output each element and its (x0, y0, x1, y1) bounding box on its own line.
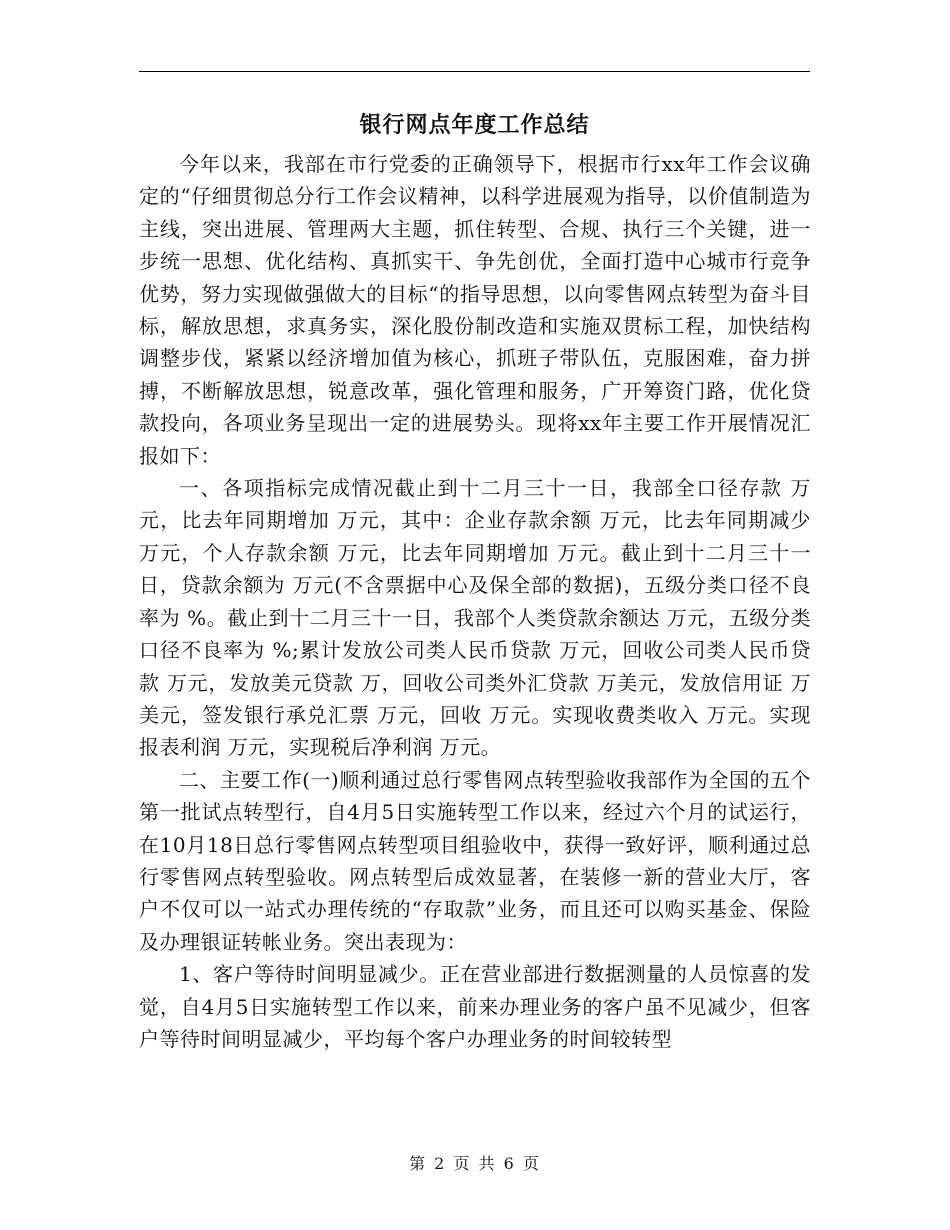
page-number-footer: 第 2 页 共 6 页 (409, 1154, 541, 1173)
document-title: 银行网点年度工作总结 (359, 112, 590, 138)
paragraph-intro: 今年以来，我部在市行党委的正确领导下，根据市行xx年工作会议确定的“仔细贯彻总分行工作会议精神，以科学进展观为指导，以价值制造为主线，突出进展、管理两大主题，抓住转型、合规、执行三个关键，进一步统一思想、优化结构、真抓实干、争先创优，全面打造中心城市行竞争优势，努力实现做强做大的目标“的指导思想，以向零售网点转型为奋斗目标，解放思想，求真务实，深化股份制改造和实施双贯标工程，加快结构调整步伐，紧紧以经济增加值为核心，抓班子带队伍，克服困难，奋力拼搏，不断解放思想，锐意改革，强化管理和服务，广开筹资门路，优化贷款投向，各项业务呈现出一定的进展势头。现将xx年主要工作开展情况汇报如下： (139, 152, 811, 468)
paragraph-waiting-time: 1、客户等待时间明显减少。正在营业部进行数据测量的人员惊喜的发觉，自4月5日实施转型工作以来，前来办理业务的客户虽不见减少，但客户等待时间明显减少，平均每个客户办理业务的时间较转型 (139, 962, 811, 1051)
document-body (139, 148, 811, 1055)
header-rule (139, 71, 810, 72)
paragraph-indicators: 一、各项指标完成情况截止到十二月三十一日，我部全口径存款 万元，比去年同期增加 万元，其中：企业存款余额 万元，比去年同期减少 万元，个人存款余额 万元，比去年同期增加 万元。截止到十二月三十一日，贷款余额为 万元(不含票据中心及保全部的数据)，五级分类口径不良率为 %。截止到十二月三十一日，我部个人类贷款余额达 万元，五级分类口径不良率为 %;累计发放公司类人民币贷款 万元，回收公司类人民币贷款 万元，发放美元贷款 万，回收公司类外汇贷款 万美元，发放信用证 万美元，签发银行承兑汇票 万元，回收 万元。实现收费类收入 万元。实现报表利润 万元，实现税后净利润 万元。 (139, 476, 811, 760)
paragraph-main-work: 二、主要工作(一)顺利通过总行零售网点转型验收我部作为全国的五个第一批试点转型行，自4月5日实施转型工作以来，经过六个月的试运行，在10月18日总行零售网点转型项目组验收中，获得一致好评，顺利通过总行零售网点转型验收。网点转型后成效显著，在装修一新的营业大厅，客户不仅可以一站式办理传统的“存取款”业务，而且还可以购买基金、保险及办理银证转帐业务。突出表现为： (139, 767, 811, 954)
